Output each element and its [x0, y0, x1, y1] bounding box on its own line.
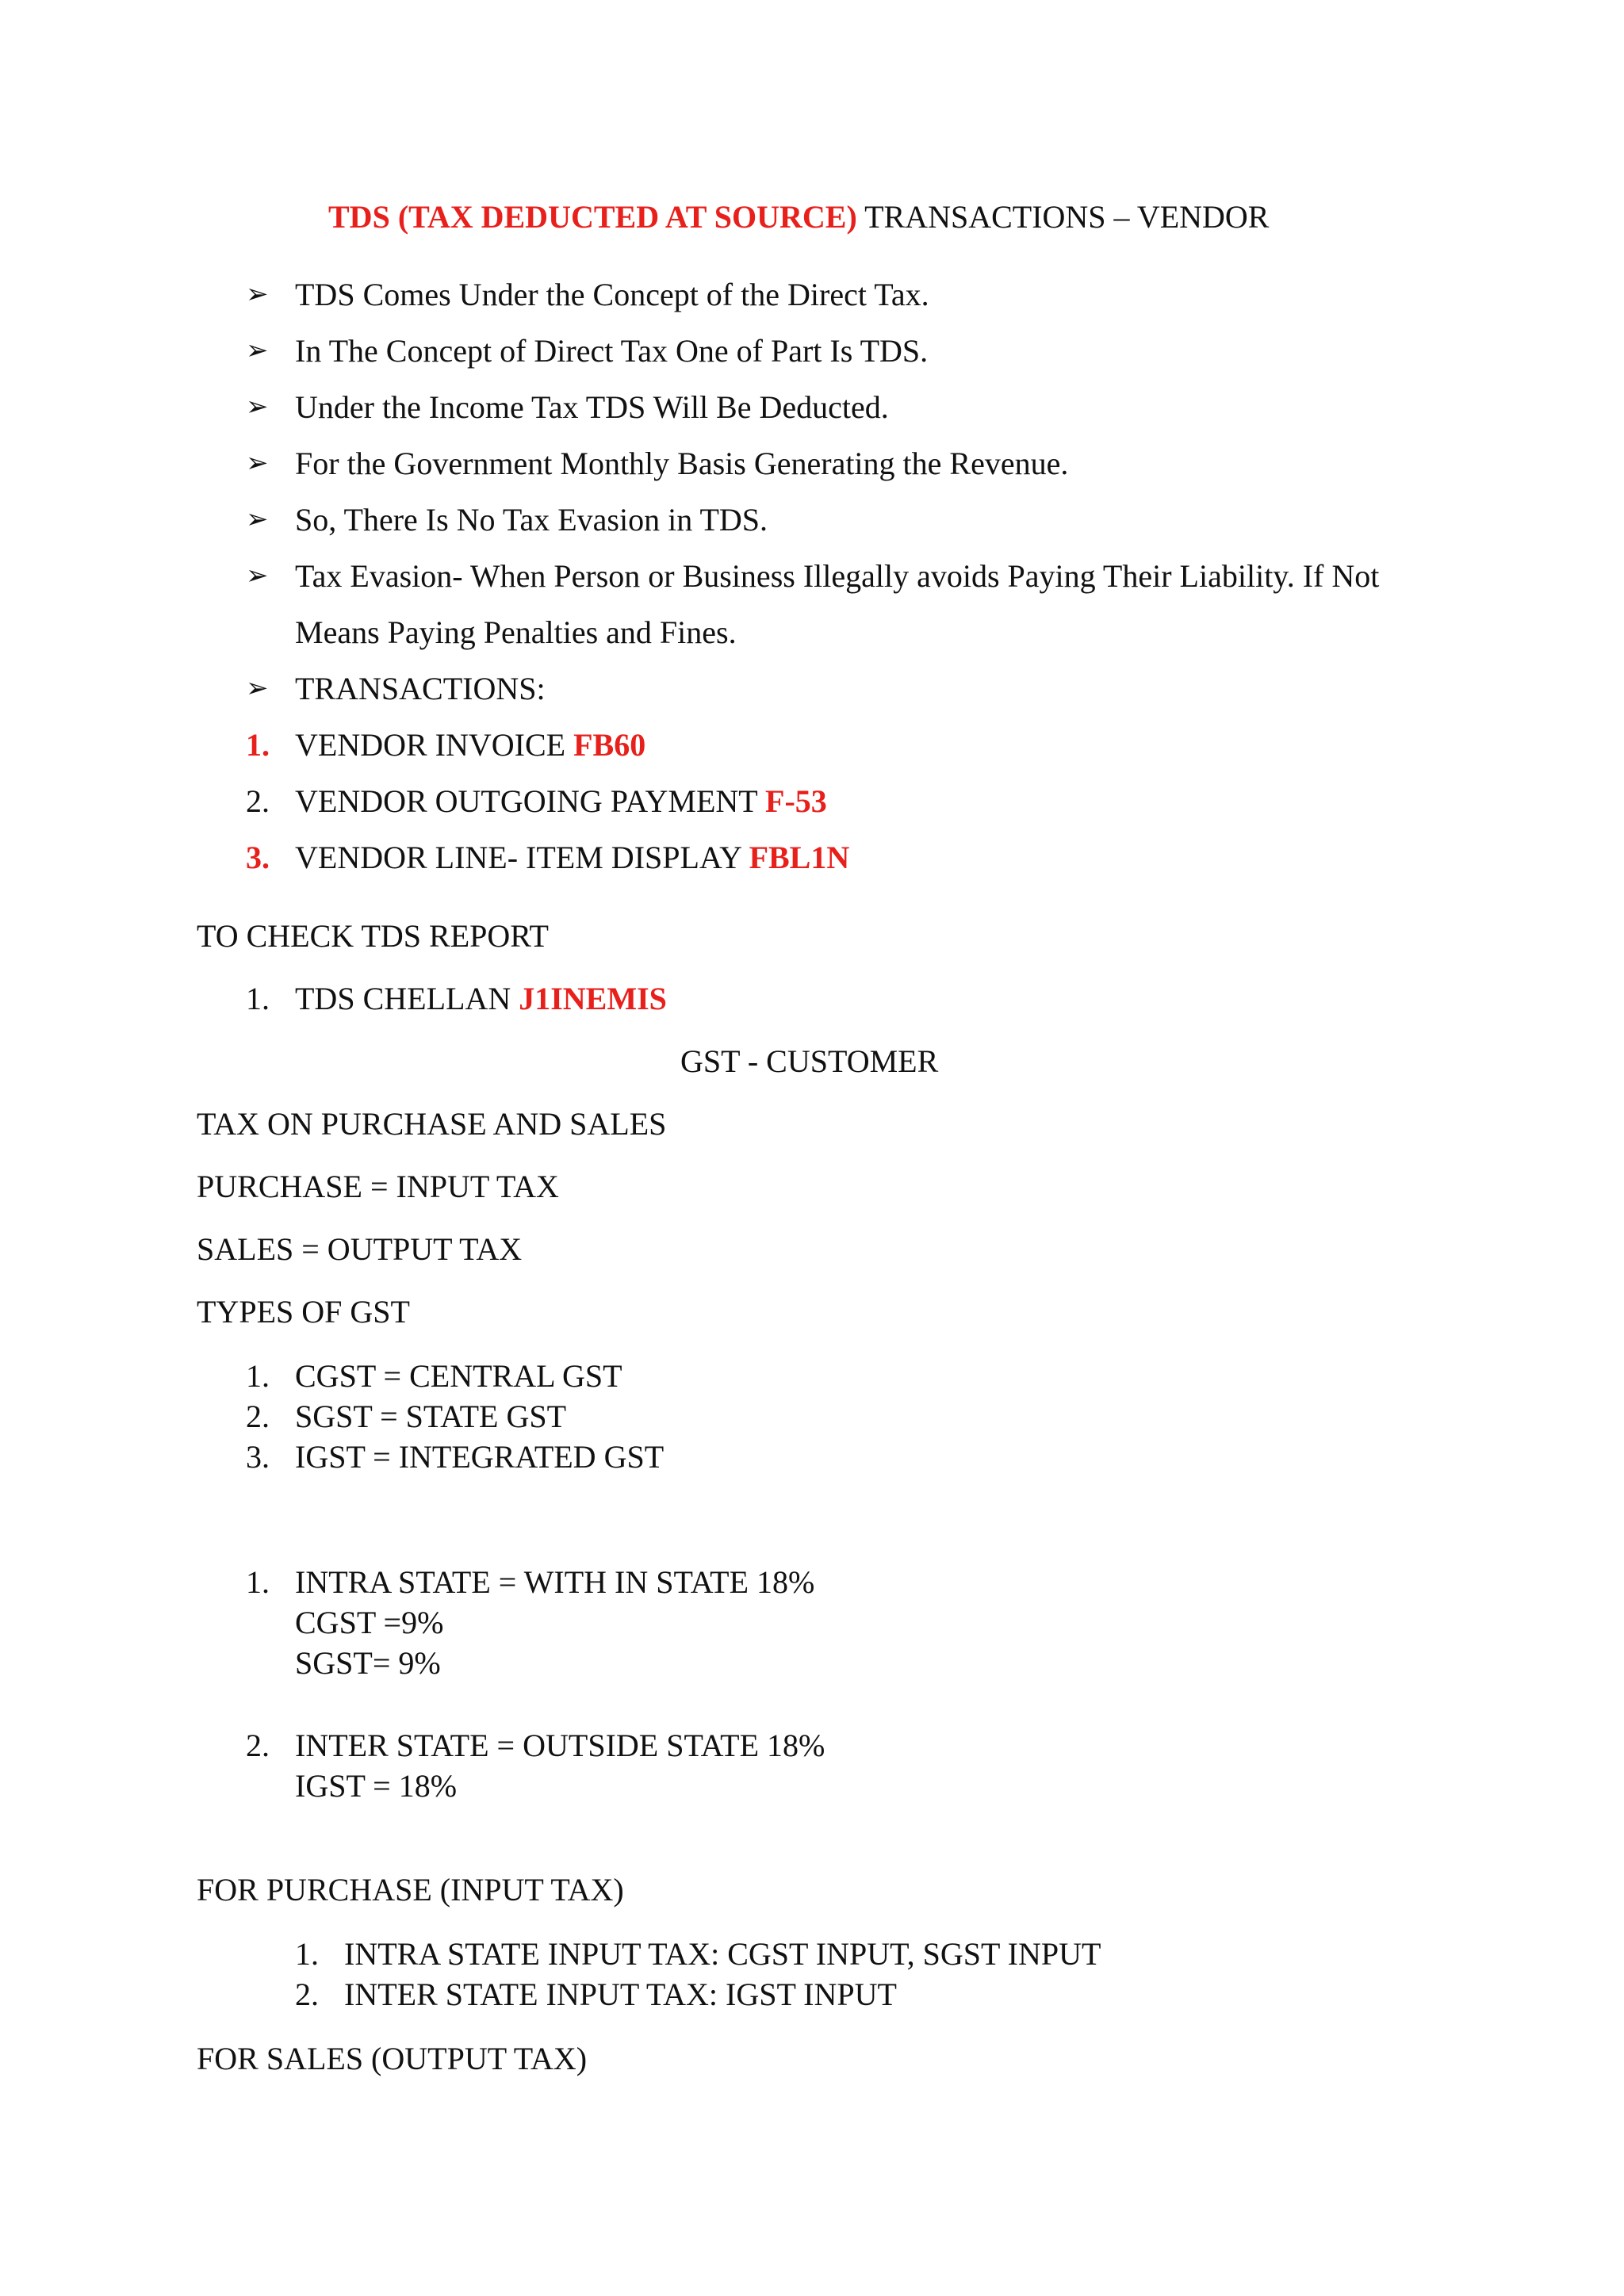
arrow-bullet-icon: ➢ — [246, 674, 269, 703]
bullet-text: In The Concept of Direct Tax One of Part Is TDS. — [295, 333, 929, 369]
arrow-bullet-icon: ➢ — [246, 280, 269, 309]
item-number: 2. — [295, 1976, 319, 2012]
transaction-code: F-53 — [765, 783, 827, 819]
intra-state-item — [246, 1563, 814, 1601]
bullet-item — [246, 445, 1068, 483]
item-number: 1. — [246, 981, 270, 1016]
bullet-item — [246, 670, 546, 708]
gst-type-text: CGST = CENTRAL GST — [295, 1358, 622, 1394]
tds-title — [328, 198, 1269, 236]
inter-igst: IGST = 18% — [295, 1768, 458, 1804]
arrow-bullet-icon: ➢ — [246, 392, 269, 422]
bullet-item — [246, 501, 768, 539]
arrow-bullet-icon: ➢ — [246, 561, 269, 591]
item-number: 3. — [246, 1439, 270, 1475]
transaction-item — [246, 726, 645, 764]
bullet-text: So, There Is No Tax Evasion in TDS. — [295, 502, 768, 538]
item-number: 2. — [246, 783, 270, 819]
bullet-text: Under the Income Tax TDS Will Be Deducted. — [295, 389, 889, 425]
purchase-item-text: INTRA STATE INPUT TAX: CGST INPUT, SGST INPUT — [344, 1936, 1101, 1972]
transaction-code: FB60 — [573, 727, 646, 763]
inter-state-item — [246, 1727, 825, 1765]
tds-title-rest: TRANSACTIONS – VENDOR — [864, 199, 1270, 235]
item-number: 3. — [246, 840, 270, 875]
bullet-item — [246, 557, 1379, 595]
gst-line: PURCHASE = INPUT TAX — [197, 1169, 559, 1204]
purchase-item — [295, 1976, 897, 2014]
transaction-code: FBL1N — [749, 840, 850, 875]
report-heading: TO CHECK TDS REPORT — [197, 918, 549, 954]
gst-line: TYPES OF GST — [197, 1294, 410, 1330]
item-number: 1. — [246, 727, 270, 763]
item-number: 1. — [246, 1564, 270, 1600]
report-code: J1INEMIS — [519, 981, 667, 1016]
arrow-bullet-icon: ➢ — [246, 336, 269, 365]
intra-cgst: CGST =9% — [295, 1605, 444, 1640]
arrow-bullet-icon: ➢ — [246, 449, 269, 478]
gst-line: SALES = OUTPUT TAX — [197, 1231, 523, 1267]
bullet-continuation: Means Paying Penalties and Fines. — [295, 614, 737, 650]
item-number: 2. — [246, 1399, 270, 1434]
bullet-item — [246, 332, 928, 370]
transaction-item — [246, 839, 849, 877]
gst-type-text: SGST = STATE GST — [295, 1399, 567, 1434]
gst-line: TAX ON PURCHASE AND SALES — [197, 1106, 667, 1142]
transaction-label: VENDOR OUTGOING PAYMENT — [295, 783, 758, 819]
purchase-item-text: INTER STATE INPUT TAX: IGST INPUT — [344, 1976, 897, 2012]
sales-heading: FOR SALES (OUTPUT TAX) — [197, 2041, 588, 2076]
report-item — [246, 980, 667, 1018]
intra-sgst: SGST= 9% — [295, 1645, 441, 1681]
gst-title: GST - CUSTOMER — [680, 1043, 939, 1079]
report-label: TDS CHELLAN — [295, 981, 511, 1016]
transaction-item — [246, 783, 827, 821]
bullet-text: For the Government Monthly Basis Generating the Revenue. — [295, 446, 1069, 481]
transaction-label: VENDOR LINE- ITEM DISPLAY — [295, 840, 741, 875]
bullet-text: TDS Comes Under the Concept of the Direct Tax. — [295, 277, 929, 312]
bullet-item — [246, 276, 929, 314]
transaction-label: VENDOR INVOICE — [295, 727, 566, 763]
gst-type-text: IGST = INTEGRATED GST — [295, 1439, 665, 1475]
bullet-item — [246, 388, 889, 427]
tds-title-highlight: TDS (TAX DEDUCTED AT SOURCE) — [328, 199, 857, 235]
arrow-bullet-icon: ➢ — [246, 505, 269, 534]
bullet-text: Tax Evasion- When Person or Business Illegally avoids Paying Their Liability. If Not — [295, 558, 1380, 594]
item-number: 1. — [246, 1358, 270, 1394]
gst-type-item — [246, 1438, 664, 1476]
bullet-text: TRANSACTIONS: — [295, 671, 546, 706]
inter-state-text: INTER STATE = OUTSIDE STATE 18% — [295, 1728, 825, 1763]
gst-type-item — [246, 1357, 622, 1395]
item-number: 1. — [295, 1936, 319, 1972]
intra-state-text: INTRA STATE = WITH IN STATE 18% — [295, 1564, 815, 1600]
purchase-heading: FOR PURCHASE (INPUT TAX) — [197, 1872, 624, 1908]
item-number: 2. — [246, 1728, 270, 1763]
purchase-item — [295, 1935, 1101, 1973]
gst-type-item — [246, 1398, 566, 1436]
